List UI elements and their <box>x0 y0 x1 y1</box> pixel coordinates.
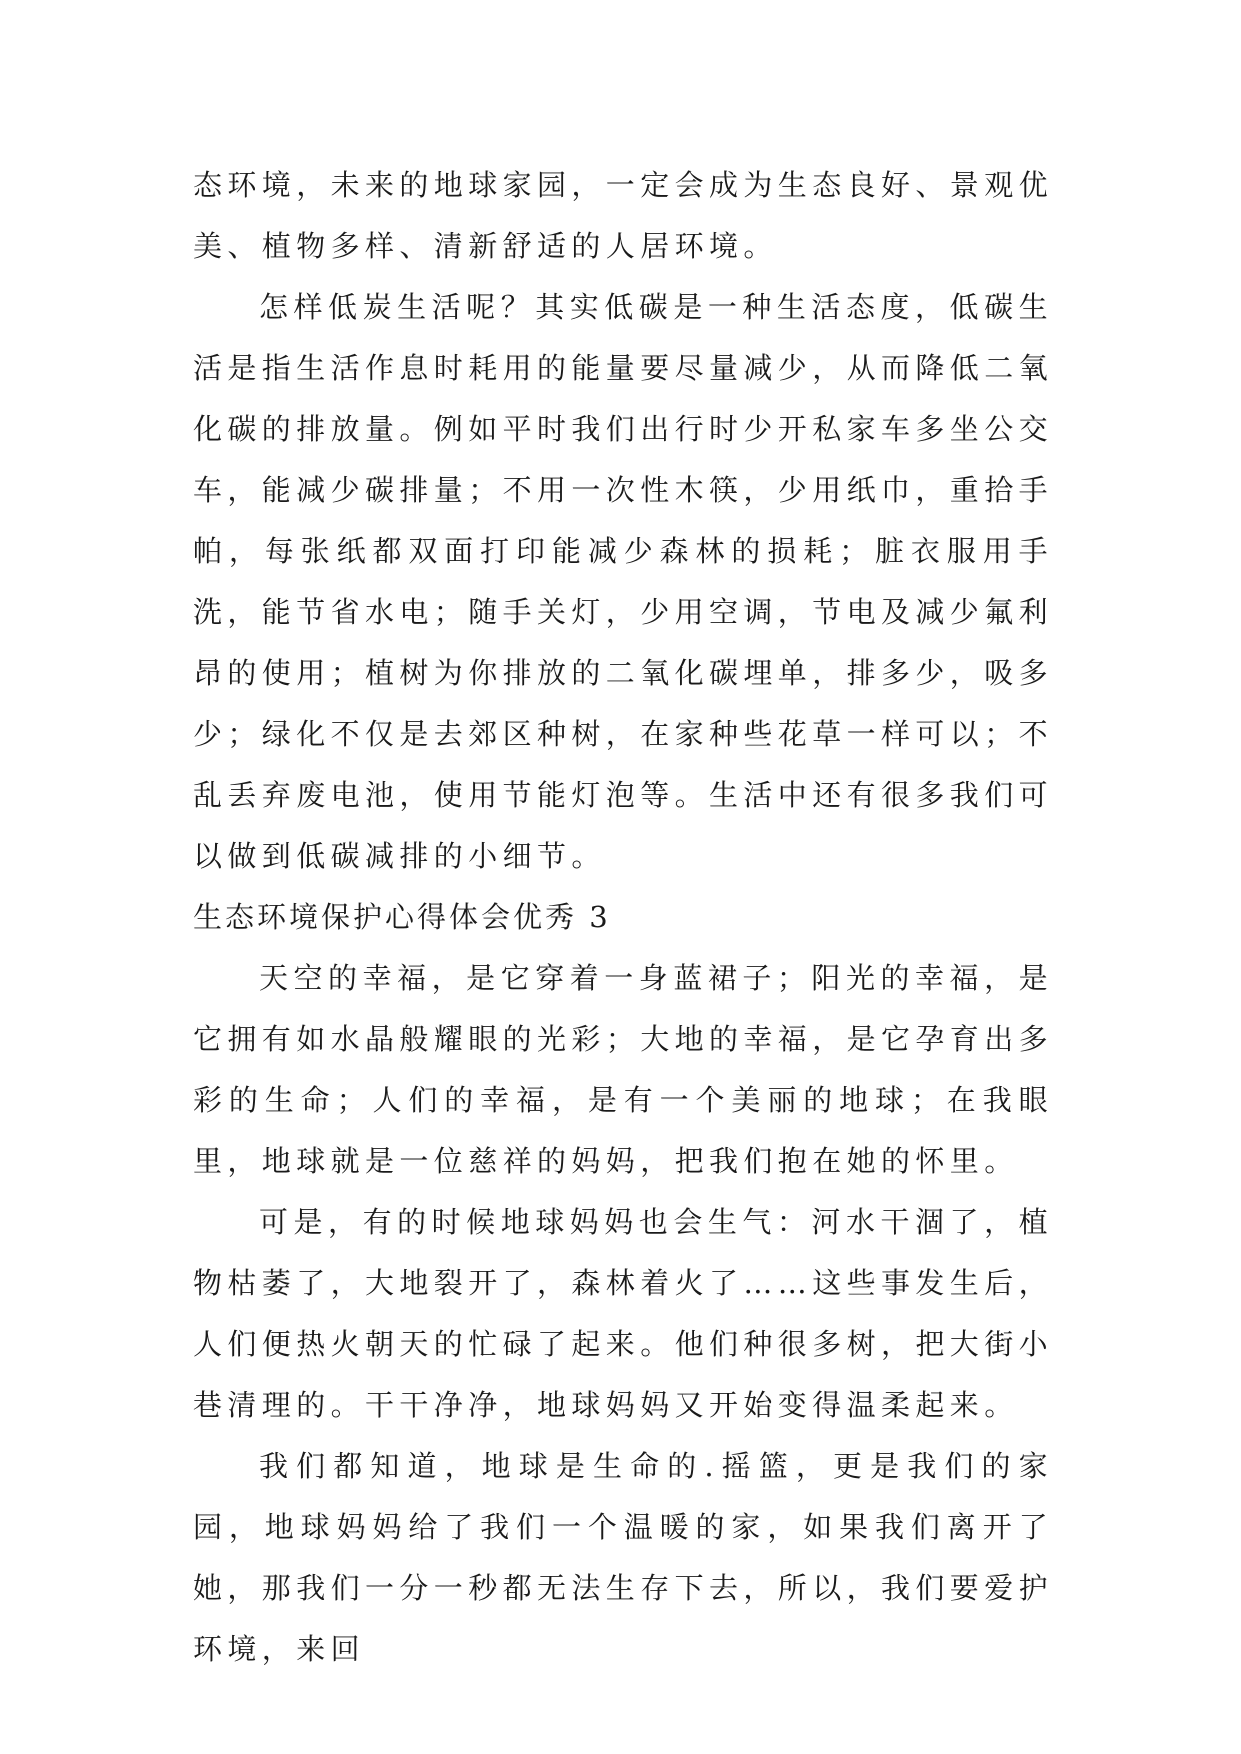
paragraph-continued: 态环境，未来的地球家园，一定会成为生态良好、景观优美、植物多样、清新舒适的人居环境。 <box>193 168 1054 263</box>
paragraph-happiness: 天空的幸福，是它穿着一身蓝裙子；阳光的幸福，是它拥有如水晶般耀眼的光彩；大地的幸福，是它孕育出多彩的生命；人们的幸福，是有一个美丽的地球；在我眼里，地球就是一位慈祥的妈妈，把我们抱在她的怀里。 <box>193 961 1054 1178</box>
paragraph-earth-angry: 可是，有的时候地球妈妈也会生气：河水干涸了，植物枯萎了，大地裂开了，森林着火了……这些事发生后，人们便热火朝天的忙碌了起来。他们种很多树，把大街小巷清理的。干干净净，地球妈妈又开始变得温柔起来。 <box>193 1205 1054 1422</box>
paragraph-earth-home: 我们都知道，地球是生命的.摇篮，更是我们的家园，地球妈妈给了我们一个温暖的家，如果我们离开了她，那我们一分一秒都无法生存下去，所以，我们要爱护环境，来回 <box>193 1449 1054 1666</box>
section-heading: 生态环境保护心得体会优秀 3 <box>193 900 611 934</box>
paragraph-low-carbon-life: 怎样低炭生活呢？其实低碳是一种生活态度，低碳生活是指生活作息时耗用的能量要尽量减少，从而降低二氧化碳的排放量。例如平时我们出行时少开私家车多坐公交车，能减少碳排量；不用一次性木筷，少用纸巾，重拾手帕，每张纸都双面打印能减少森林的损耗；脏衣服用手洗，能节省水电；随手关灯，少用空调，节电及减少氟利昂的使用；植树为你排放的二氧化碳埋单，排多少，吸多少；绿化不仅是去郊区种树，在家种些花草一样可以；不乱丢弃废电池，使用节能灯泡等。生活中还有很多我们可以做到低碳减排的小细节。 <box>193 290 1054 873</box>
document-page <box>193 155 1053 1680</box>
